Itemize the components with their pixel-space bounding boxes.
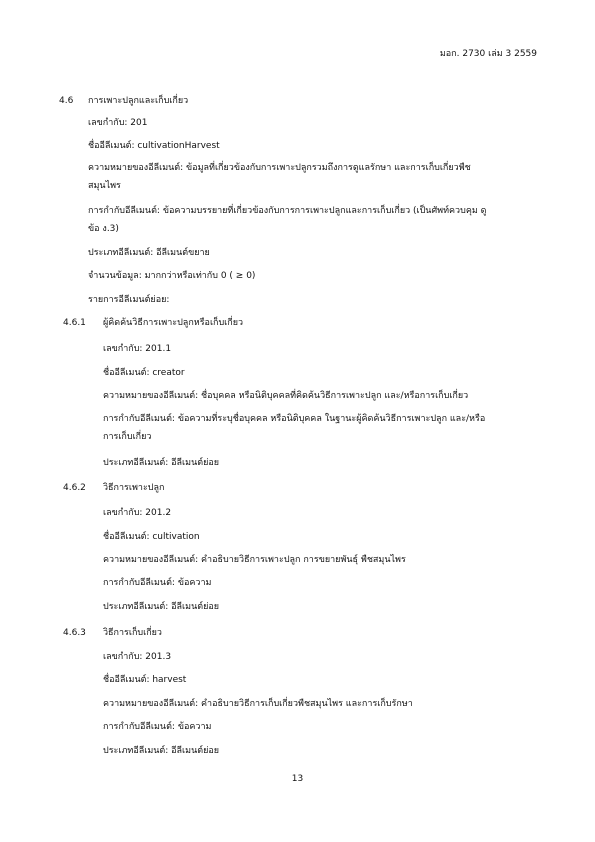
subsection-number: 4.6.3 (63, 628, 86, 638)
section-number: 4.6 (59, 96, 74, 106)
section-definition-line-2: ข้อ ง.3) (88, 224, 119, 234)
subsection-tag-no: เลขกำกับ: 201.2 (103, 508, 172, 518)
subsection-element-name: ชื่ออีลีเมนต์: creator (103, 368, 185, 378)
subsection-tag-no: เลขกำกับ: 201.3 (103, 652, 172, 662)
section-element-name: ชื่ออีลีเมนต์: cultivationHarvest (88, 141, 220, 151)
page-header-standard-ref: มอก. 2730 เล่ม 3 2559 (439, 49, 537, 59)
subsection-title: วิธีการเก็บเกี่ยว (103, 628, 162, 638)
section-meaning-line-2: สมุนไพร (88, 181, 121, 191)
subsection-meaning: ความหมายของอีลีเมนต์: ชื่อบุคคล หรือนิติบุคคลที่คิดค้นวิธีการเพาะปลูก และ/หรือการเก็บเกี่ยว (103, 391, 469, 401)
section-count: จำนวนข้อมูล: มากกว่าหรือเท่ากับ 0 ( ≥ 0) (88, 271, 256, 281)
subsection-element-name: ชื่ออีลีเมนต์: harvest (103, 675, 187, 685)
subsection-definition-line-1: การกำกับอีลีเมนต์: ข้อความที่ระบุชื่อบุคคล หรือนิติบุคคล ในฐานะผู้คิดค้นวิธีการเพาะปลูก และ/หรือ (103, 414, 486, 424)
page-number: 13 (291, 774, 304, 784)
subsection-title: ผู้คิดค้นวิธีการเพาะปลูกหรือเก็บเกี่ยว (103, 318, 244, 328)
subsection-element-name: ชื่ออีลีเมนต์: cultivation (103, 532, 200, 542)
subsection-definition: การกำกับอีลีเมนต์: ข้อความ (103, 722, 212, 732)
section-definition-line-1: การกำกับอีลีเมนต์: ข้อความบรรยายที่เกี่ยวข้องกับการการเพาะปลูกและการเก็บเกี่ยว (เป็นศัพท์ควบคุม ดู (88, 206, 487, 216)
subsection-meaning: ความหมายของอีลีเมนต์: คำอธิบายวิธีการเพาะปลูก การขยายพันธุ์ พืชสมุนไพร (103, 555, 406, 565)
subsection-title: วิธีการเพาะปลูก (103, 483, 165, 493)
section-tag-no: เลขกำกับ: 201 (88, 118, 148, 128)
subsection-definition-line-2: การเก็บเกี่ยว (103, 432, 152, 442)
subsection-type: ประเภทอีลีเมนต์: อีลีเมนต์ย่อย (103, 602, 220, 612)
subsection-meaning: ความหมายของอีลีเมนต์: คำอธิบายวิธีการเก็บเกี่ยวพืชสมุนไพร และการเก็บรักษา (103, 699, 413, 709)
section-meaning-line-1: ความหมายของอีลีเมนต์: ข้อมูลที่เกี่ยวข้องกับการเพาะปลูกรวมถึงการดูแลรักษา และการเก็บเกี่ยวพืช (88, 163, 471, 173)
section-title: การเพาะปลูกและเก็บเกี่ยว (88, 96, 189, 106)
subsection-definition: การกำกับอีลีเมนต์: ข้อความ (103, 578, 212, 588)
subsection-type: ประเภทอีลีเมนต์: อีลีเมนต์ย่อย (103, 458, 220, 468)
subsection-number: 4.6.1 (63, 318, 86, 328)
subsection-type: ประเภทอีลีเมนต์: อีลีเมนต์ย่อย (103, 746, 220, 756)
section-type: ประเภทอีลีเมนต์: อีลีเมนต์ขยาย (88, 248, 210, 258)
subsection-number: 4.6.2 (63, 483, 86, 493)
section-sub-list-label: รายการอีลีเมนต์ย่อย: (88, 295, 170, 305)
subsection-tag-no: เลขกำกับ: 201.1 (103, 344, 172, 354)
